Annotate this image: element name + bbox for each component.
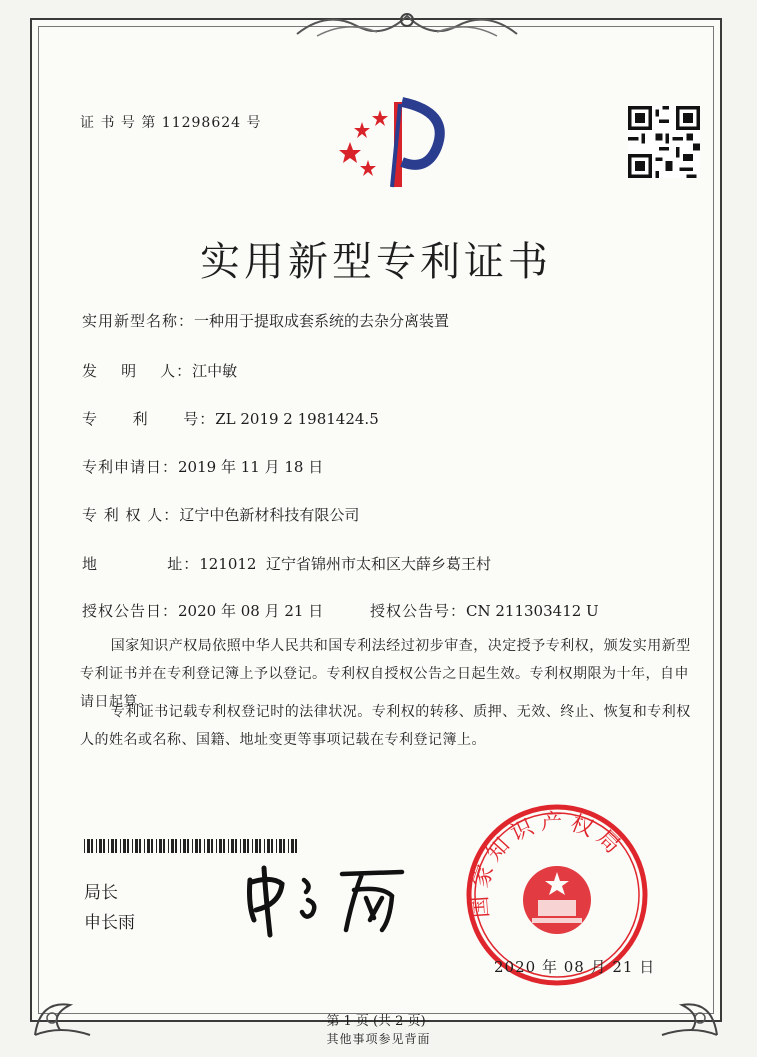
field-inventor-value: 江中敏 [192,362,238,380]
field-filing-date-value: 2019 年 11 月 18 日 [178,458,324,476]
field-address-value: 121012 辽宁省锦州市太和区大薛乡葛王村 [199,555,492,573]
field-grant-date-label: 授权公告日： [82,602,179,620]
body-paragraph-2: 专利证书记载专利权登记时的法律状况。专利权的转移、质押、无效、终止、恢复和专利权人的姓名或名称、国籍、地址变更等事项记载在专利登记簿上。 [80,704,691,748]
field-name-label: 实用新型名称： [82,312,195,330]
field-patentee-value: 辽宁中色新材科技有限公司 [179,506,360,524]
signatory-name: 申长雨 [84,913,135,933]
top-ornament [287,6,527,44]
field-grant-date [82,600,323,621]
certificate-title: 实用新型专利证书 [200,239,552,285]
field-filing-date [82,456,323,477]
field-name [82,310,449,331]
patent-office-logo [332,92,452,192]
signatory-title: 局长 [84,883,118,903]
field-inventor-label: 发 明 人： [82,362,193,380]
qr-code [628,106,700,178]
field-address-label: 地 址： [82,555,200,573]
field-grant-number [370,600,599,621]
field-inventor [82,360,237,381]
field-address [82,553,491,574]
certificate-sheet [30,18,722,1029]
field-patent-number-label: 专 利 号： [82,410,216,428]
field-name-value: 一种用于提取成套系统的去杂分离装置 [194,312,450,330]
footer-note: 其他事项参见背面 [326,1032,431,1046]
body-paragraph-1: 国家知识产权局依照中华人民共和国专利法经过初步审查，决定授予专利权，颁发实用新型专利证书并在专利登记簿上予以登记。专利权自授权公告之日起生效。专利权期限为十年，自申请日起算。 [80,638,691,710]
field-patent-number [82,408,379,429]
field-filing-date-label: 专利申请日： [82,458,179,476]
field-grant-number-label: 授权公告号： [370,602,467,620]
field-patent-number-value: ZL 2019 2 1981424.5 [215,410,379,428]
barcode [84,838,302,852]
page-number: 第 1 页 (共 2 页) [326,1014,426,1029]
certificate-number: 证 书 号 第 11298624 号 [80,115,262,131]
handwritten-signature [242,860,412,940]
field-grant-date-value: 2020 年 08 月 21 日 [178,602,324,620]
seal-date: 2020 年 08 月 21 日 [494,958,656,976]
seal-text: 国家知识产权局 [467,809,630,919]
field-patentee-label: 专 利 权 人： [82,506,180,524]
field-grant-number-value: CN 211303412 U [466,602,599,620]
field-patentee [82,504,359,525]
